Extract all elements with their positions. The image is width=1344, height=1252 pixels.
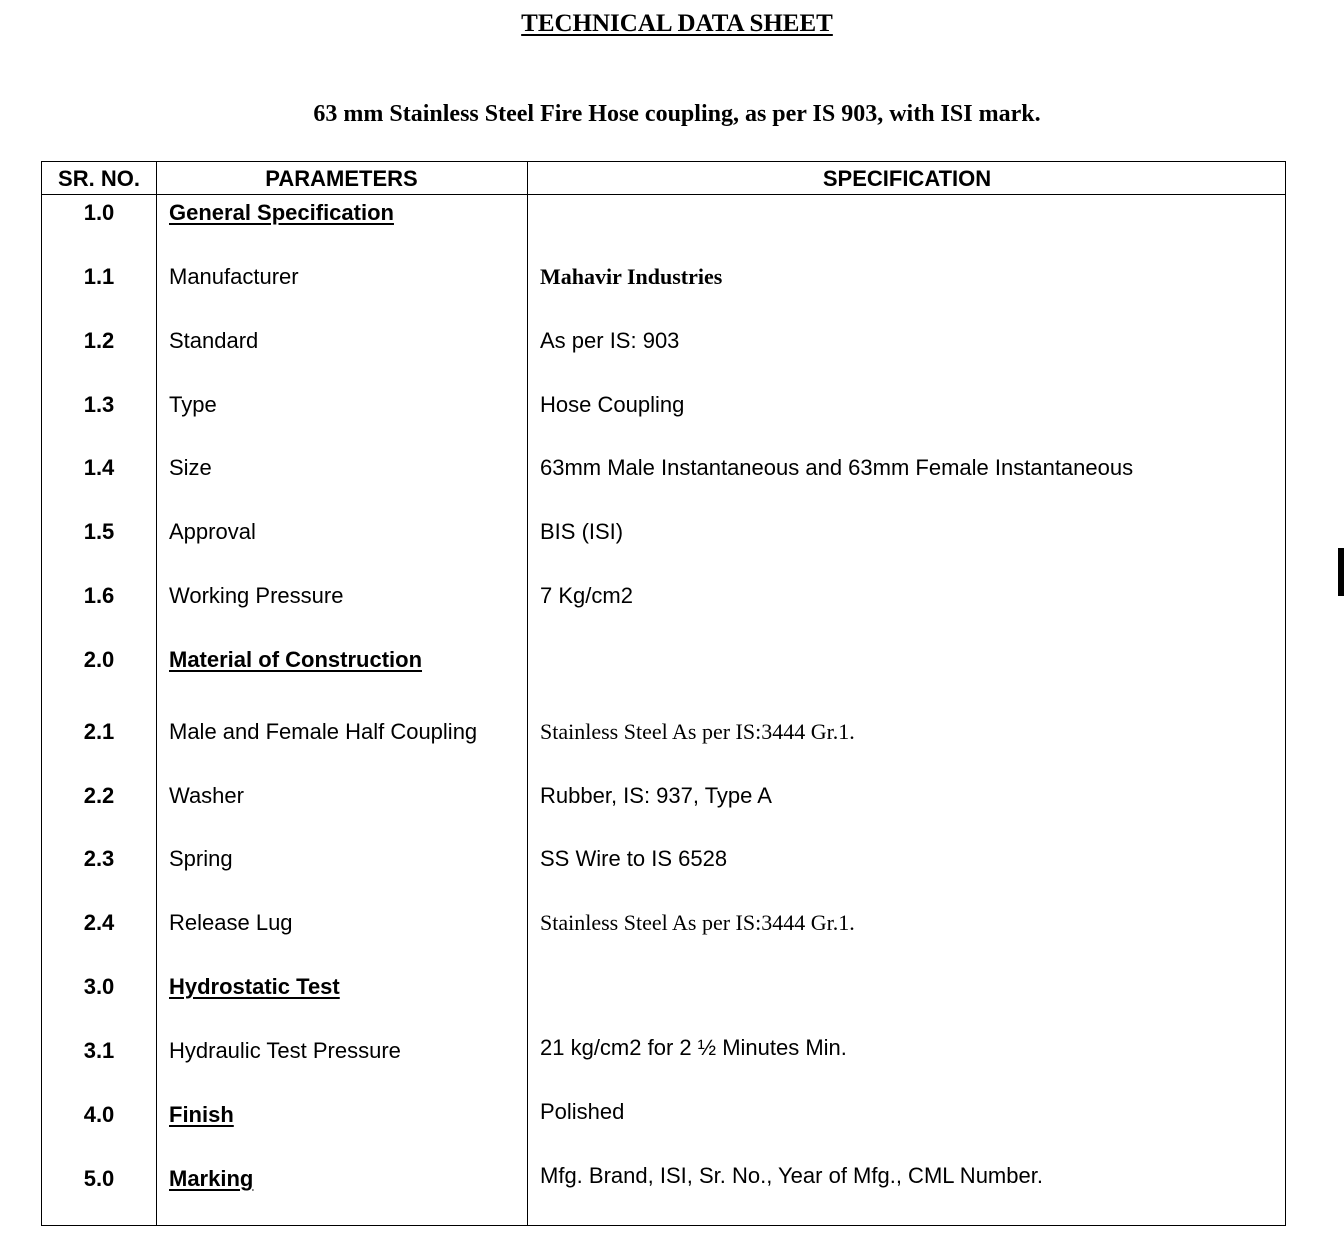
row-specification: 7 Kg/cm2 (540, 583, 633, 608)
table-row (42, 839, 1285, 879)
row-specification: Stainless Steel As per IS:3444 Gr.1. (540, 719, 855, 744)
row-number: 1.6 (83, 583, 115, 608)
table-row (42, 903, 1285, 943)
row-specification: Stainless Steel As per IS:3444 Gr.1. (540, 910, 855, 935)
row-specification: SS Wire to IS 6528 (540, 846, 728, 871)
document-title: TECHNICAL DATA SHEET (521, 10, 833, 37)
table-row (42, 967, 1285, 1007)
table-row (42, 640, 1285, 680)
row-specification: Mfg. Brand, ISI, Sr. No., Year of Mfg., CML Number. (540, 1163, 1043, 1188)
row-parameter: Spring (169, 846, 233, 871)
row-specification: Hose Coupling (540, 392, 685, 417)
header-specification: SPECIFICATION (822, 166, 992, 191)
row-number: 1.1 (83, 264, 115, 289)
row-specification: BIS (ISI) (540, 519, 624, 544)
document-subtitle: 63 mm Stainless Steel Fire Hose coupling, as per IS 903, with ISI mark. (313, 101, 1041, 127)
row-number: 1.0 (83, 200, 115, 225)
row-specification: 63mm Male Instantaneous and 63mm Female Instantaneous (540, 455, 1134, 480)
row-parameter: Hydraulic Test Pressure (169, 1038, 401, 1063)
table-row (42, 512, 1285, 552)
row-number: 1.3 (83, 392, 115, 417)
section-heading: Finish (169, 1102, 234, 1127)
row-number: 1.5 (83, 519, 115, 544)
row-parameter: Release Lug (169, 910, 293, 935)
row-number: 1.2 (83, 328, 115, 353)
row-number: 2.1 (83, 719, 115, 744)
row-number: 2.4 (83, 910, 115, 935)
row-parameter: Washer (169, 783, 244, 808)
row-number: 4.0 (83, 1102, 115, 1127)
row-specification: 21 kg/cm2 for 2 ½ Minutes Min. (540, 1035, 847, 1060)
table-row (42, 776, 1285, 816)
header-parameters: PARAMETERS (265, 166, 418, 191)
header-sr-no: SR. NO. (58, 166, 140, 191)
row-specification: As per IS: 903 (540, 328, 680, 353)
table-row (42, 1095, 1285, 1135)
table-row (42, 1031, 1285, 1071)
row-number: 3.1 (83, 1038, 115, 1063)
page-edge-mark (1338, 548, 1344, 596)
table-row (42, 576, 1285, 616)
row-parameter: Standard (169, 328, 259, 353)
table-row (42, 385, 1285, 425)
table-row (42, 448, 1285, 488)
row-number: 1.4 (83, 455, 115, 480)
row-parameter: Male and Female Half Coupling (169, 719, 478, 744)
row-specification: Mahavir Industries (540, 264, 723, 289)
technical-data-table (41, 161, 1286, 1226)
row-number: 5.0 (83, 1166, 115, 1191)
row-number: 2.2 (83, 783, 115, 808)
row-number: 2.3 (83, 846, 115, 871)
table-row (42, 257, 1285, 297)
table-row (42, 712, 1285, 752)
table-row (42, 321, 1285, 361)
table-row (42, 1159, 1285, 1199)
row-number: 2.0 (83, 647, 115, 672)
row-parameter: Working Pressure (169, 583, 344, 608)
row-number: 3.0 (83, 974, 115, 999)
table-row (42, 193, 1285, 233)
row-parameter: Size (169, 455, 212, 480)
section-heading: Material of Construction (169, 647, 423, 672)
row-parameter: Approval (169, 519, 256, 544)
row-parameter: Manufacturer (169, 264, 299, 289)
section-heading: Hydrostatic Test (169, 974, 340, 999)
section-heading: General Specification (169, 200, 394, 225)
row-specification: Rubber, IS: 937, Type A (540, 783, 772, 808)
section-heading: Marking (169, 1166, 254, 1191)
row-parameter: Type (169, 392, 217, 417)
row-specification: Polished (540, 1099, 625, 1124)
